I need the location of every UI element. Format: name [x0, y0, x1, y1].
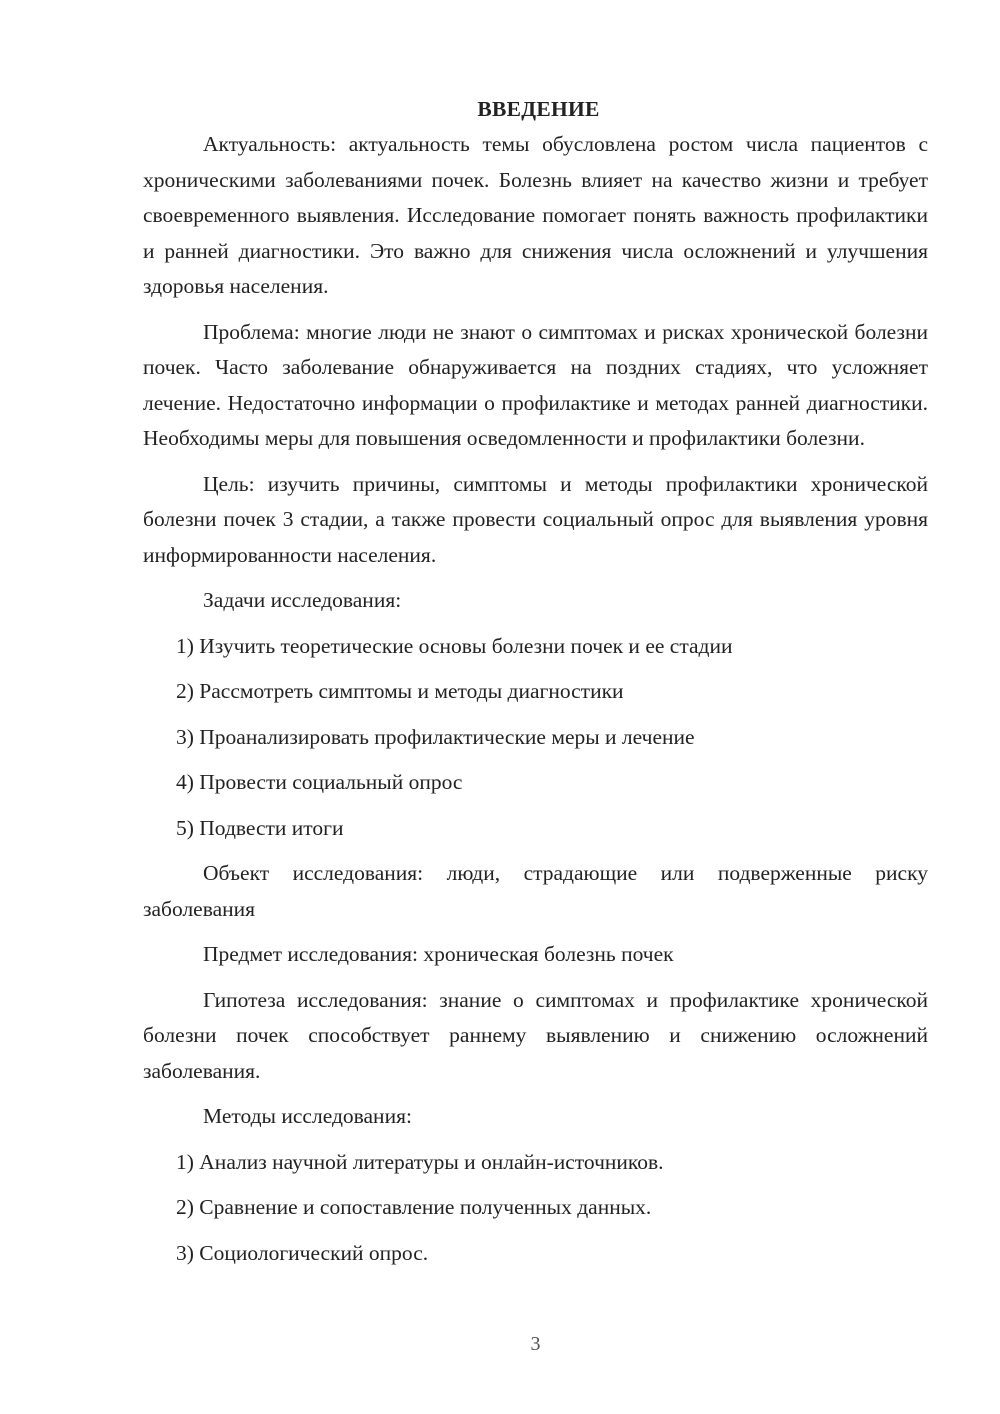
object-paragraph: Объект исследования: люди, страдающие или подверженные риску заболевания	[143, 861, 928, 921]
method-item: 3) Социологический опрос.	[176, 1240, 429, 1265]
relevance-paragraph: Актуальность: актуальность темы обусловлена ростом числа пациентов с хроническими заболеваниями почек. Болезнь влияет на качество жизни и требует своевременного выявления. Исследование помогает понять важность профилактики и ранней диагностики. Это важно для снижения числа осложнений и улучшения здоровья населения.	[143, 132, 928, 298]
task-item: 5) Подвести итоги	[176, 815, 344, 840]
document-page	[143, 92, 928, 1281]
section-heading: ВВЕДЕНИЕ	[477, 97, 600, 121]
task-item: 4) Провести социальный опрос	[176, 770, 463, 794]
task-item: 3) Проанализировать профилактические меры и лечение	[176, 724, 695, 749]
method-item: 1) Анализ научной литературы и онлайн-источников.	[176, 1149, 664, 1174]
goal-paragraph: Цель: изучить причины, симптомы и методы профилактики хронической болезни почек 3 стадии, а также провести социальный опрос для выявления уровня информированности населения.	[143, 471, 928, 567]
method-item: 2) Сравнение и сопоставление полученных данных.	[176, 1195, 652, 1219]
page-number: 3	[530, 1333, 541, 1355]
task-item: 1) Изучить теоретические основы болезни почек и ее стадии	[176, 633, 733, 658]
tasks-label: Задачи исследования:	[203, 588, 402, 612]
methods-label: Методы исследования:	[203, 1104, 412, 1128]
hypothesis-paragraph: Гипотеза исследования: знание о симптомах и профилактике хронической болезни почек способствует раннему выявлению и снижению осложнений заболевания.	[143, 987, 928, 1083]
task-item: 2) Рассмотреть симптомы и методы диагностики	[176, 679, 624, 703]
methods-list	[143, 1145, 928, 1272]
subject-paragraph: Предмет исследования: хроническая болезнь почек	[203, 942, 674, 966]
tasks-list	[143, 629, 928, 847]
problem-paragraph: Проблема: многие люди не знают о симптомах и рисках хронической болезни почек. Часто заболевание обнаруживается на поздних стадиях, что усложняет лечение. Недостаточно информации о профилактике и методах ранней диагностики. Необходимы меры для повышения осведомленности и профилактики болезни.	[143, 319, 928, 450]
